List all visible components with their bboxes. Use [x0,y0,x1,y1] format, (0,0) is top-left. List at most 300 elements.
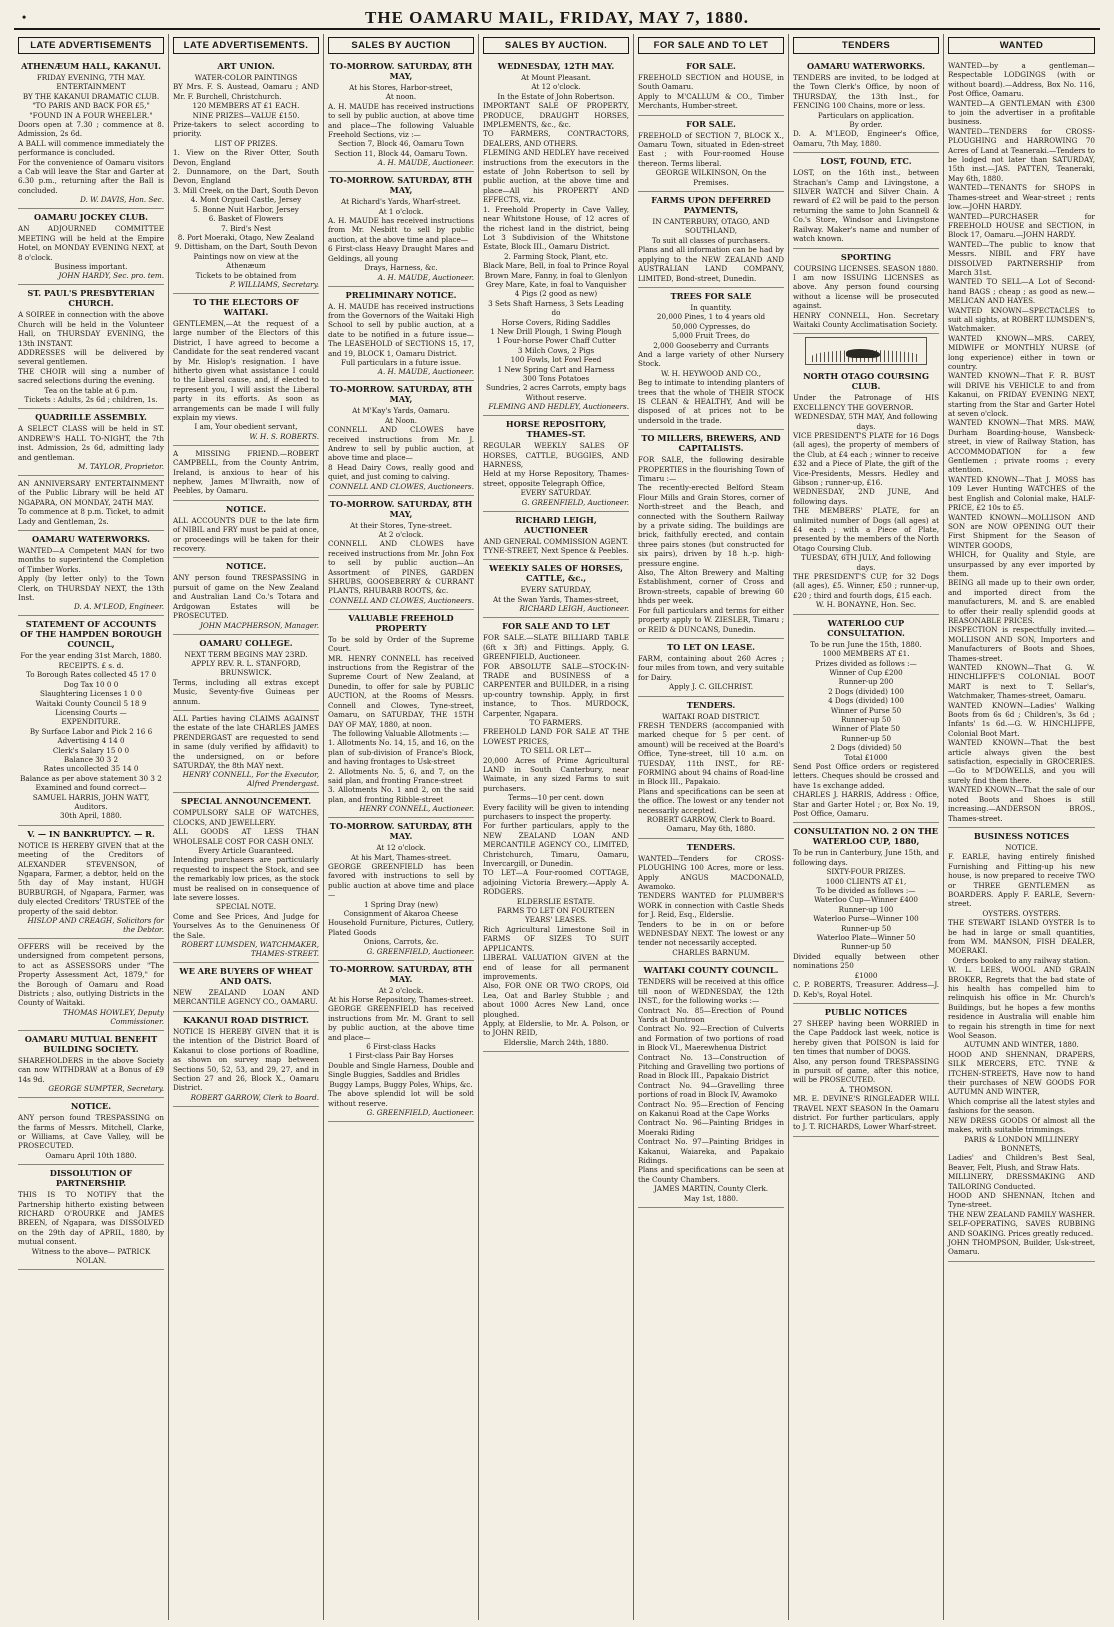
ad-text: NOTICE. [1005,842,1038,852]
ad-text: By order. [849,120,883,130]
ad-text: 6 First-class Hacks [366,1042,436,1052]
ad-text: At noon. [385,92,417,102]
ad-text: W. L. LEES, WOOL AND GRAIN BROKER, Regrets that the bad state of his health has compelled him to relinquish his office in Mr. Church's Buildings, but he hopes a few months residence in Australia will enable him to regain his strength in time for next Wool Season. [948,965,1095,1041]
ad-title: NOTICE. [225,503,267,514]
ad-text: ANY person found TRESPASSING on the farms of Messrs. Mitchell, Clarke, or Williams, at Cave Valley, will be PROSECUTED. [18,1113,164,1151]
ad-text: Come and See Prices, And Judge for Yourselves As to the Genuineness Of the Sale. [173,911,319,940]
ad-text: Witness to the above— PATRICK NOLAN. [31,1246,151,1265]
advertisement [18,1031,164,1098]
ad-text: WANTED—A GENTLEMAN with £300 to join the advertiser in a profitable business. [948,98,1095,127]
ad-text: Buggy Lamps, Buggy Poles, Whips, &c. [329,1079,473,1089]
ad-signature: A. H. MAUDE, Auctioneer. [377,367,474,377]
ad-text: WEDNESDAY, 5TH MAY, And following days. [794,412,938,431]
ad-text: At their Stores, Tyne-street. [350,520,452,530]
ad-signature: G. GREENFIELD, Auctioneer. [521,497,629,507]
ad-text: Every facility will be given to intending purchasers to inspect the property. [483,802,629,821]
ad-text: At Richard's Yards, Wharf-street. [341,197,461,207]
ad-text: FREEHOLD SECTION and HOUSE, in South Oamaru. [638,73,784,92]
ad-text: Slaughtering Licenses 1 0 0 [40,689,142,699]
advertisement [638,288,784,430]
ad-title: LOST, FOUND, ETC. [820,156,912,167]
ad-text: Prizes divided as follows :— [815,658,917,668]
advertisement [18,209,164,285]
ad-text: TENDERS WANTED for PLUMBER'S WORK in connection with Castle Sheds for J. Reid, Esq., Elderslie. [638,891,784,920]
ad-text: 9. Dittisham, on the Dart, South Devon [174,242,318,252]
ad-text: Waitaki County Council 5 18 9 [35,698,147,708]
advertisement [18,616,164,825]
ad-text: At 12 o'clock. [531,82,581,92]
ad-text: Waterloo Cup—Winner £400 [814,895,918,905]
ad-text: FARMS TO LET ON FOURTEEN YEARS' LEASES. [497,906,615,925]
ad-text: PARIS & LONDON MILLINERY BONNETS, [964,1134,1079,1153]
ad-text: Apply, at Elderslie, to Mr. A. Polson, or to JOHN REID, [483,1018,629,1038]
ad-text: Runner-up 50 [840,733,892,743]
ad-text: OYSTERS. OYSTERS. [982,908,1061,918]
ad-title: OAMARU JOCKEY CLUB. [33,212,148,223]
advertisement [948,828,1095,1262]
ad-text: Waterloo Purse—Winner 100 [813,914,919,924]
ad-text: Dog Tax 10 0 0 [63,679,119,689]
ad-text: 1. View on the River Otter, South Devon, England [173,148,319,167]
ad-text: IMPORTANT SALE OF PROPERTY, PRODUCE, DRAUGHT HORSES, IMPLEMENTS, &c., &c. [483,101,629,130]
ad-signature: G. GREENFIELD, Auctioneer. [366,946,474,956]
advertisement [638,639,784,697]
advertisement [18,1098,164,1165]
ad-signature: G. GREENFIELD, Auctioneer. [366,1107,474,1117]
ad-text: Advertising 4 14 0 [57,736,125,746]
ad-text: At 1 o'clock. [378,206,424,216]
ad-text: Grey Mare, Kate, in foal to Vanquisher [485,279,627,289]
ad-text: Also, FOR ONE OR TWO CROPS, Old Lea, Oat and Barley Stubble ; and about 1000 Acres New Land, once ploughed. [483,981,629,1019]
ad-text: BY THE KAKANUI DRAMATIC CLUB. [22,91,160,101]
ad-text: WATER-COLOR PAINTINGS [194,73,298,82]
ad-text: SHAREHOLDERS in the above Society can now WITHDRAW at a Bonus of £9 14s 9d. [18,1055,164,1084]
ad-title: WEDNESDAY, 12TH MAY. [497,61,615,71]
ad-text: ALL GOODS AT LESS THAN WHOLESALE COST FOR CASH ONLY. [173,827,319,846]
ad-text: Drays, Harness, &c. [364,263,438,273]
ad-text: Runner-up 50 [840,714,892,724]
advertisement [793,58,939,153]
ad-signature: A. H. MAUDE, Auctioneer. [377,158,474,168]
ad-text: Contract No. 96—Painting Bridges in Moeraki Riding [638,1118,784,1137]
ad-text: TO SELL OR LET— [520,746,592,756]
ad-title: FOR SALE AND TO LET [502,621,610,632]
column-5 [634,34,789,1620]
ad-text: WHICH, for Quality and Style, are unsurpassed by any ever imported by them. [948,550,1095,578]
ad-text: Waterloo Plate—Winner 50 [816,933,916,943]
ad-text: Black Mare, Bell, in foal to Prince Royal [483,261,629,271]
ad-text: WEDNESDAY, 2ND JUNE, And following days. [793,487,939,506]
advertisement [638,430,784,639]
advertisement [483,416,629,511]
masthead-mark: • [22,10,28,24]
ad-title: WAITAKI COUNTY COUNCIL. [643,965,779,976]
ad-text: I am, Your obedient servant, [194,422,298,432]
ad-title: WATERLOO CUP CONSULTATION. [827,617,905,638]
column-3 [324,34,479,1620]
ad-title: KAKANUI ROAD DISTRICT. [183,1014,309,1025]
ad-text: 3. Mill Creek, on the Dart, South Devon [173,185,319,195]
ad-text: Oamaru April 10th 1880. [45,1150,137,1160]
ad-text: Held at my Horse Repository, Thames-street, opposite Telegraph Office, [483,469,629,488]
ad-text: Doors open at 7.30 ; commence at 8. Admission, 2s 6d. [18,120,164,139]
ad-text: Which comprise all the latest styles and fashions for the season. [948,1096,1095,1116]
ad-text: 50,000 Cypresses, do [671,321,751,331]
ad-text: ADDRESSES will be delivered by several gentlemen. [18,347,164,367]
ad-text: Household Furniture, Pictures, Cutlery, Plated Goods [328,918,474,937]
ad-text: CHARLES J. HARRIS, Address : Office, Star and Garter Hotel ; or, Box No. 19, Post Office, Oamaru. [793,790,939,818]
ad-text: W. H. HEYWOOD AND CO., [660,368,762,378]
ad-text: EVERY SATURDAY, [520,585,592,595]
ad-text: Under the Patronage of HIS EXCELLENCY THE GOVERNOR. [793,393,939,412]
ad-text: Terms—10 per cent. down [508,793,604,803]
ad-title: WEEKLY SALES OF HORSES, CATTLE, &c., [489,563,623,584]
ad-text: Runner-up 100 [838,904,894,914]
advertisement [173,1012,319,1107]
ad-text: GEORGE GREENFIELD has been favored with instructions to sell by public auction at above time and place— [328,861,474,900]
ad-text: TENDERS will be received at this office till noon of WEDNESDAY, the 12th INST., for the following works :— [638,977,784,1006]
ad-text: NEW ZEALAND LOAN AND MERCANTILE AGENCY CO., OAMARU. [173,988,319,1007]
ad-text: WANTED KNOWN—MRS. CAREY, MIDWIFE or MONTHLY NURSE (of long experience) either in town or country. [948,333,1095,371]
ad-text: Section 11, Block 44, Oamaru Town. [334,148,468,158]
ad-text: A. H. MAUDE has received instructions to sell by public auction, at above time and place—The following Valuable Freehold Sections, viz :— [328,101,474,140]
ad-text: LIST OF PRIZES. [214,138,278,148]
ad-title: V. — IN BANKRUPTCY. — R. [27,828,155,839]
ad-text: CHARLES BARNUM. [672,947,750,957]
ad-title: OAMARU WATERWORKS. [807,61,925,71]
ad-text: Apply J. C. GILCHRIST. [668,682,754,692]
ad-signature: HISLOP AND CREAGH, Solicitors for the Debtor. [27,916,164,935]
ad-text: 100 Fowls, lot Fowl Feed [510,355,602,365]
ad-text: ANY person found TRESPASSING in pursuit of game on the New Zealand and Australian Land Co.'s Totara and Ardgowan Estates will be PROSECUTED. [173,573,319,621]
ad-text: TENDERS are invited, to be lodged at the Town Clerk's Office, by noon of THURSDAY, the 13th Inst., for FENCING 100 Chains, more or less. [793,73,939,111]
advertisement [18,409,164,476]
ad-signature: FLEMING AND HEDLEY, Auctioneers. [488,402,629,412]
ad-text: AND GENERAL COMMISSION AGENT. [483,536,629,546]
advertisement [173,294,319,446]
ad-text: FLEMING AND HEDLEY have received instructions from the executors in the estate of John Robertson to sell by public auction, at the above time and place—All his PROPERTY AND EFFECTS, viz. [483,148,629,205]
ad-text: Oamaru, May 6th, 1880. [666,824,756,834]
ad-text: Contract No. 13—Construction of Pitching and Gravelling two portions of Road in Block III., Papakaio District [638,1052,784,1081]
advertisement [793,615,939,824]
ad-text: LOST, on the 16th inst., between Strachan's Camp and Livingstone, a SILVER WATCH and Silver Chain. A reward of £2 will be paid to the person returning the same to John Scannell & Co.'s Store, Windsor and Livingstone Railway. Maker's name and number of watch known. [793,168,939,244]
ad-text: 1 New Spring Cart and Harness [497,364,615,374]
advertisement [483,58,629,416]
column-header: WANTED [948,37,1095,54]
ad-text: Horse Covers, Riding Saddles [501,317,611,327]
ad-text: Also, The Alton Brewery and Malting Establishment, corner of Cross and Brown-streets, capable of brewing 60 hhds per week. [638,568,784,606]
ad-title: QUADRILLE ASSEMBLY. [35,412,147,423]
advertisement [793,368,939,614]
ad-text: Beg to intimate to intending planters of trees that the whole of THEIR STOCK IS CLEAN & HEALTHY, And will be disposed of at prices not to be undersold in the trade. [638,378,784,425]
advertisement [328,381,474,495]
ad-text: Rates uncollected 35 14 0 [43,764,139,774]
ad-text: May 1st, 1880. [683,1193,739,1203]
ad-signature: P. WILLIAMS, Secretary. [229,279,319,289]
ad-text: WANTED KNOWN—SPECTACLES to suit all sights, at ROBERT LUMSDEN'S, Watchmaker. [948,305,1095,334]
ad-title: TREES FOR SALE [670,290,752,301]
ad-text: At Mount Pleasant. [521,73,591,82]
ad-text: TO FARMERS. [529,717,583,727]
advertisement [328,58,474,172]
ad-text: Contract No. 92—Erection of Culverts and Formation of two portions of road in Block VI., Maerewhenua District [638,1024,784,1053]
ad-text: WANTED KNOWN—That the best article always given the best satisfaction, especially in GROCERIES.—Go to M'DOWELLS, and you will surely find them there. [948,738,1095,785]
ad-title: DISSOLUTION OF PARTNERSHIP. [49,1168,133,1189]
ad-signature: ROBERT GARROW, Clerk to Board. [190,1092,319,1102]
ad-text: COURSING LICENSES. SEASON 1880. [793,263,939,273]
ad-text: A. H. MAUDE has received instructions from Mr. Nesbitt to sell by public auction, at the above time and place— [328,216,474,244]
ad-text: Winner of Plate 50 [831,724,901,734]
ad-title: TENDERS. [686,841,736,852]
ad-text: 20,000 Pines, 1 to 4 years old [656,312,766,322]
ad-text: 1. Freehold Property in Cave Valley, near Whitstone House, of 12 acres of the richest land in the district, being Lot 3 Subdivision of the Whitstone Estate, Block III., Oamaru District. [483,204,629,252]
ad-text: For the convenience of Oamaru visitors a Cab will leave the Star and Garter at 6.30 p.m., returning after the Ball is concluded. [18,157,164,195]
ad-text: JOHN THOMPSON, Builder, Usk-street, Oamaru. [948,1237,1095,1257]
ad-text: Licensing Courts — [55,707,127,717]
ad-text: 1000 MEMBERS AT £1. [822,649,910,659]
advertisement [18,58,164,209]
ad-title: SPECIAL ANNOUNCEMENT. [180,796,312,807]
ad-text: Runner-up 200 [838,677,894,687]
ad-title: VALUABLE FREEHOLD PROPERTY [348,612,454,633]
advertisement [483,560,629,618]
ad-text: Plans and all information can be had by applying to the NEW ZEALAND AND AUSTRALIAN LAND COMPANY, LIMITED, Bond-street, Dunedin. [638,245,784,283]
ad-text: THE NEW ZEALAND FAMILY WASHER. [948,1209,1095,1219]
ad-text: IN CANTERBURY, OTAGO, AND SOUTHLAND, [652,217,770,236]
ad-text: Paintings now on view at the Athenæum [193,251,299,271]
ad-text: Send Post Office orders or registered letters. Cheques should be crossed and have 1s exchange added. [793,761,939,790]
ad-signature: JOHN MACPHERSON, Manager. [200,620,319,630]
advertisement [483,618,629,1052]
ad-signature: RICHARD LEIGH, Auctioneer. [519,604,629,614]
ad-text: 2. Allotments No. 5, 6, and 7, on the said plan, and fronting France-street [328,766,474,785]
ad-title: ATHENÆUM HALL, KAKANUI. [21,61,161,71]
ad-text: 6 First-class Heavy Draught Mares and Geldings, all young [328,244,474,263]
ad-text: 2. Dunnamore, on the Dart, South Devon, England [173,167,319,186]
ad-text: WANTED KNOWN—MOLLISON AND SON are NOW OPENING OUT their First Shipment for the Season of WINTER GOODS, [948,512,1095,550]
ad-title: TO-MORROW. SATURDAY, 8TH MAY. [329,963,473,984]
ad-text: For full particulars and terms for either property apply to W. ZIESLER, Timaru ; or REID & DUNCANS, Dunedin. [638,605,784,634]
ad-text: Also, any person found TRESPASSING in pursuit of game, after this notice, will be PROSECUTED. [793,1056,939,1085]
ad-text: "TO PARIS AND BACK FOR £5," [32,101,150,111]
ad-text: Contract No. 97—Painting Bridges in Kakanui, Waiareka, and Papakaio Ridings. [638,1137,784,1165]
ad-title: RICHARD LEIGH, AUCTIONEER [515,514,597,535]
advertisement [18,826,164,939]
ad-text: 4 Dogs (divided) 100 [828,696,904,706]
ad-text: ALL ACCOUNTS DUE to the late firm of NIBIL and FRY must be paid at once, or proceedings will be taken for their recovery. [173,515,319,554]
ad-text: 1 First-class Pair Bay Horses [348,1051,454,1061]
ad-text: A BALL will commence immediately the performance is concluded. [18,138,164,158]
ad-text: Contract No. 94—Gravelling three portions of road in Block IV, Awamoko [638,1080,784,1100]
advertisement [638,116,784,192]
advertisement [483,512,629,561]
ad-title: OAMARU MUTUAL BENEFIT BUILDING SOCIETY. [24,1033,158,1054]
ad-text: The above splendid lot will be sold without reserve. [328,1089,474,1108]
ad-text: To Borough Rates collected 45 17 0 [25,670,157,680]
ad-text: WANTED—PURCHASER for FREEHOLD HOUSE and SECTION, in Block 17, Oamaru.—JOHN HARDY. [948,211,1095,240]
columns [14,34,1100,1620]
ad-text: Contract No. 85—Erection of Pound Yards at Duntroon [638,1005,784,1024]
ad-text: Plans and specifications can be seen at the office. The lowest or any tender not necessarily accepted. [638,786,784,815]
ad-text: By Surface Labor and Pick 2 16 6 [29,726,153,736]
ad-text: To suit all classes of purchasers. [651,235,771,245]
ad-text: Balance 30 3 2 [63,754,119,764]
ad-text: 6. Basket of Flowers [208,214,284,224]
ad-text: NEW DRESS GOODS Of almost all the makes, with suitable trimmings. [948,1115,1095,1135]
ad-text: Divided equally between other nominations 250 [793,951,939,971]
ad-text: 1000 CLIENTS AT £1, [825,876,907,886]
ad-title: ST. PAUL'S PRESBYTERIAN CHURCH. [27,288,155,309]
ad-title: BUSINESS NOTICES [973,830,1070,841]
ad-text: FOR SALE, the following desirable PROPERTIES in the flourishing Town of Timaru :— [638,455,784,483]
ad-text: At 2 o'clock. [378,985,424,995]
ad-text: Orders booked to any railway station. [952,955,1091,965]
ad-text: 8 Head Dairy Cows, really good and quiet, and just coming to calving. [328,462,474,482]
ad-text: FRIDAY EVENING, 7TH MAY. [36,73,146,82]
advertisement [793,249,939,335]
ad-text: 300 Tons Potatoes [522,374,590,383]
ad-text: HENRY CONNELL, Hon. Secretary Waitaki County Acclimatisation Society. [793,310,939,329]
ad-text: W. H. BONAYNE, Hon. Sec. [815,600,917,610]
ad-text: 1 Spring Dray (new) [363,899,439,909]
ad-text: A. THOMSON. [839,1084,893,1094]
advertisement [948,58,1095,828]
ad-text: At his Stores, Harbor-street, [349,83,453,92]
ad-title: NOTICE. [70,1101,112,1112]
ad-text: 30th April, 1880. [60,811,122,821]
ad-text: SELF-OPERATING, SAVES RUBBING AND SOAKING. Prices greatly reduced. [948,1219,1095,1238]
ad-text: Rich Agricultural Limestone Soil in FARMS OF SIZES TO SUIT APPLICANTS. [483,924,629,953]
ad-text: Elderslie, March 24th, 1880. [503,1037,609,1047]
ad-text: ENTERTAINMENT [56,82,126,92]
ad-text: Total £1000 [844,752,888,762]
ad-text: 4 Pigs (2 good as new) [514,289,598,299]
advertisement [18,939,164,1031]
advertisement [793,823,939,1004]
ad-text: AN ANNIVERSARY ENTERTAINMENT of the Public Library will be held AT NGAPARA, ON MONDAY, 24TH MAY. [18,479,164,507]
ad-signature: M. TAYLOR, Proprietor. [78,462,164,471]
ad-text: Brown Mare, Fanny, in foal to Glenlyon [484,270,628,280]
ad-text: At his Horse Repository, Thames-street. [328,995,474,1005]
ad-text: Tickets to be obtained from [195,270,297,280]
ad-text: To be run June the 15th, 1880. [810,639,922,649]
ad-text: HOOD AND SHENNAN, Itchen and Tyne-street. [948,1190,1095,1210]
ad-text: TO LET—A Four-roomed COTTAGE, adjoining Victoria Brewery.—Apply A. RODGERS. [483,868,629,897]
advertisement [173,501,319,559]
ad-title: TO-MORROW. SATURDAY, 8TH MAY. [329,821,473,842]
advertisement [173,711,319,793]
ad-text: To commence at 8 p.m. Ticket, to admit Lady and Gentleman, 2s. [18,507,164,526]
ad-text: ELDERSLIE ESTATE. [516,896,596,906]
ad-text: For further particulars, apply to the NEW ZEALAND LOAN AND MERCANTILE AGENCY CO., LIMITED, Christchurch, Timaru, Oamaru, Invercargill, or Dunedin. [483,821,629,869]
ad-text: To be run in Canterbury, June 15th, and following days. [793,848,939,867]
ad-text: The recently-erected Belford Steam Flour Mills and Grain Stores, corner of North-street and the Beach, and connected with the Southern Railway by a private siding. The buildings are brick, faithfully erected, and contain three pairs stones (but constructed for six pairs), driven by 18 h.-p. high-pressure engine. [638,483,784,568]
ad-title: TO-MORROW. SATURDAY, 8TH MAY, [329,498,473,519]
ad-text: 4. Mont Orgueil Castle, Jersey [190,195,302,205]
ad-title: TO-MORROW. SATURDAY, 8TH MAY, [329,61,473,81]
ad-text: FREEHOLD of SECTION 7, BLOCK X., Oamaru Town, situated in Eden-street East ; with Four-roomed House thereon. Terms liberal. [638,130,784,168]
ad-signature: JOHN HARDY, Sec. pro. tem. [58,271,164,281]
advertisement [793,153,939,248]
ad-text: MR. E. DEVINE'S RINGLEADER WILL TRAVEL NEXT SEASON In the Oamaru district. For further particulars, apply to J. T. RICHARDS, Lower Wharf-street. [793,1094,939,1132]
ad-title: ART UNION. [217,61,275,71]
ad-text: Consignment of Akaroa Cheese [343,909,459,918]
ad-text: NINE PRIZES—VALUE £150. [192,110,300,120]
ad-text: In quantity. [690,302,732,312]
ad-text: THE MEMBERS' PLATE, for an unlimited number of Dogs (all ages) at £4 each ; with a Piece of Plate, presented by the members of the North Otago Coursing Club. [793,506,939,553]
ad-text: GEORGE WILKINSON, On the Premises. [655,168,767,187]
ad-title: PRELIMINARY NOTICE. [345,289,457,300]
ad-text: RECEIPTS. £ s. d. [58,660,124,670]
advertisement [328,818,474,960]
ad-signature: A. H. MAUDE, Auctioneer. [377,272,474,282]
ad-text: F. EARLE, having entirely finished Furnishing and Fitting-up his new house, is now prepared to receive TWO or THREE GENTLEMEN as BOARDERS. Apply F. EARLE, Severn-street. [948,852,1095,909]
ad-text: COMPULSORY SALE OF WATCHES, CLOCKS, AND JEWELLERY. [173,808,319,827]
advertisement [18,476,164,531]
coursing-dog-engraving-icon [805,337,927,365]
ad-text: 2 Dogs (divided) 50 [830,743,902,753]
ad-title: FOR SALE. [686,118,736,129]
ad-text: Tickets : Adults, 2s 6d ; children, 1s. [24,394,158,404]
advertisement [328,496,474,610]
ad-text: NOTICE IS HEREBY GIVEN that at the meeting of the Creditors of ALEXANDER STEVENSON, of Ngapara, Farmer, a debtor, held on the 5th day of May instant, HUGH BURBURGH, of Ngapara, Farmer, was duly elected Creditors' TRUSTEE of the property of the said debtor. [18,840,164,916]
ad-text: Tenders to be in on or before WEDNESDAY NEXT. The lowest or any tender not necessarily accepted. [638,919,784,948]
ad-signature: THOMAS HOWLEY, Deputy Commissioner. [63,1007,164,1026]
advertisement [173,963,319,1012]
ad-text: Business important. [54,261,128,271]
ad-text: A SOIREE in connection with the above Church will be held in the Volunteer Hall, on THURSDAY EVENING, the 13th INSTANT. [18,310,164,348]
advertisement [638,839,784,962]
ad-text: SAMUEL HARRIS, JOHN WATT, Auditors. [32,792,150,811]
ad-text: WANTED—Tenders for CROSS-PLOUGHING 100 Acres, more or less. Apply ANGUS MACDONALD, Awamoko. [638,853,784,892]
column-2 [169,34,324,1620]
column-7 [944,34,1099,1620]
ad-text: 5,000 Fruit Trees, do [672,331,750,341]
ad-title: FARMS UPON DEFERRED PAYMENTS, [651,195,771,216]
ad-title: TO LET ON LEASE. [667,641,755,652]
advertisement [638,192,784,288]
ad-title: PUBLIC NOTICES [824,1006,908,1017]
ad-text: Apply (by letter only) to the Town Clerk, on THURSDAY NEXT, the 13th Inst. [18,574,164,603]
advertisement [173,446,319,501]
ad-text: 1 Four-horse Power Chaff Cutter [496,336,616,346]
ad-text: WANTED—TENANTS for SHOPS in Thames-street and Wear-street ; rents low.—JOHN HARDY. [948,183,1095,212]
ad-text: ROBERT GARROW, Clerk to Board. [646,815,776,824]
ad-title: HORSE REPOSITORY, THAMES-ST. [505,419,607,440]
ad-text: TYNE-STREET, Next Spence & Peebles. [483,546,629,556]
ad-text: THE STEWART ISLAND OYSTER Is to be had in large or small quantities, from WM. MANSON, FISH DEALER, MOERAKI. [948,918,1095,956]
advertisement [18,285,164,409]
ad-text: EXPENDITURE. [61,717,121,727]
ad-text: THE PRESIDENT'S CUP, for 32 Dogs (all ages), £5. Winner, £50 ; runner-up, £20 ; third and fourth dogs, £15 each. [793,572,939,600]
column-header: SALES BY AUCTION [328,37,474,54]
ad-text: OFFERS will be received by the undersigned from competent persons, to act as ASSESSORS under "The Property Assessment Act, 1879," for the Borough of Oamaru and Road Districts ; also, outlying Districts in the County of Waitaki. [18,942,164,1008]
ad-text: At the Swan Yards, Thames-street, [493,594,619,604]
ad-signature: HENRY CONNELL, For the Executor, Alfred Prendergast. [182,770,319,789]
ad-text: Terms, including all extras except Music, Seventy-five Guineas per annum. [173,677,319,706]
ad-text: CONNELL AND CLOWES have received instructions from Mr. John Fox to sell by public auction—An Assortment of PINES, GARDEN SHRUBS, GOOSEBERRY & CURRANT PLANTS, RHUBARB ROOTS, &c. [328,539,474,596]
ad-text: JAMES MARTIN, County Clerk. [653,1184,769,1194]
ad-text: FARM, containing about 260 Acres ; four miles from town, and very suitable for Dairy. [638,653,784,682]
column-6 [789,34,944,1620]
ad-text: EVERY SATURDAY. [520,488,592,498]
ad-signature: D. A. M'LEOD, Engineer. [74,602,164,612]
ad-text: Intending purchasers are particularly requested to inspect the Stock, and see the remarkably low prices, as the stock must be realised on in consequence of late severe losses. [173,855,319,903]
ad-text: C. P. ROBERTS, Treasurer. Address—J. D. Keb's, Royal Hotel. [793,980,939,999]
ad-text: 5. Bonne Nuit Harbor, Jersey [193,204,299,214]
column-header: LATE ADVERTISEMENTS [18,37,164,54]
ad-title: NORTH OTAGO COURSING CLUB. [803,371,929,392]
